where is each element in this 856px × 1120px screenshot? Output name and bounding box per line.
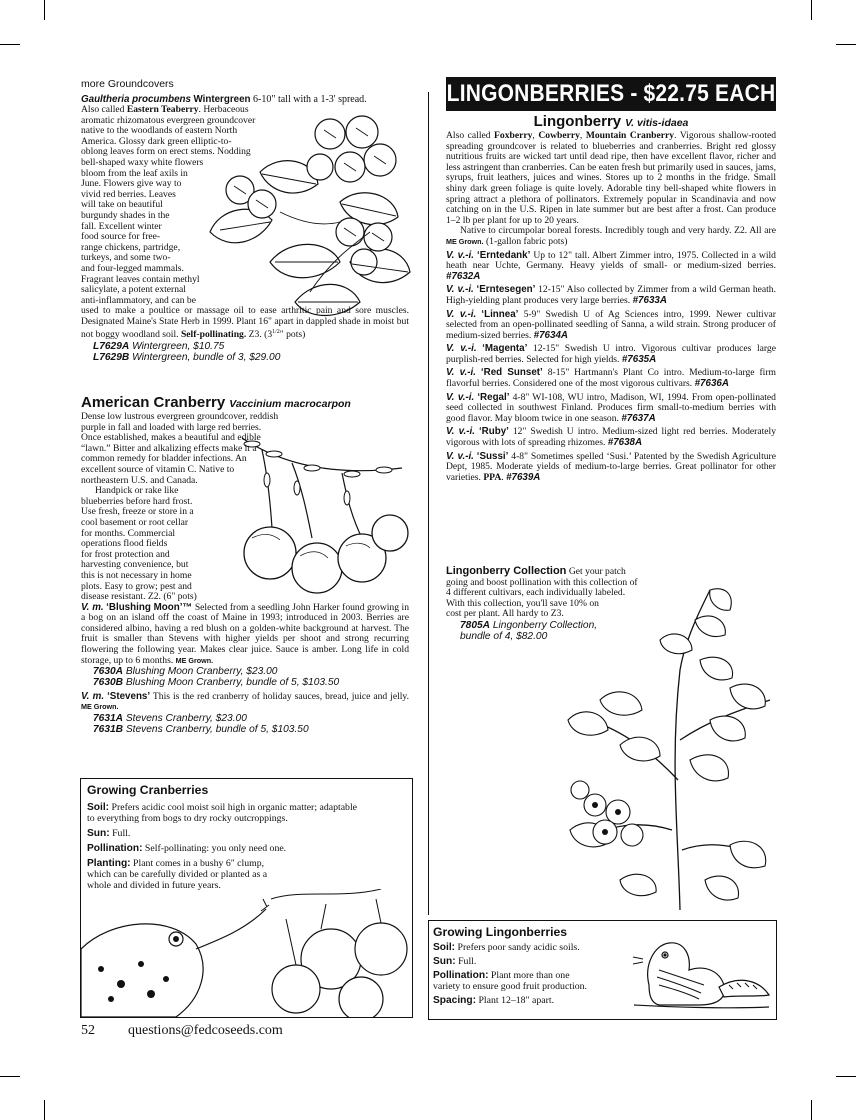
wintergreen-desc-line: anti-inflammatory, and can be <box>81 294 196 306</box>
cranberry-entry <box>81 395 411 735</box>
cranberry-desc-line: operations flood fields <box>81 538 168 550</box>
cranberry-desc-line: northeastern U.S. and Canada. <box>81 474 198 486</box>
aka: Mountain Cranberry <box>585 130 675 141</box>
wintergreen-desc-line: food source for free- <box>81 231 161 243</box>
variety-item: V. v.-i. ‘Sussi’ 4-8" Sometimes spelled ‘Susi.’ Patented by the Swedish Agriculture Dept, 1985. Moderate yields of medium-to-large berries. Great pollinator for other varieties. PPA. #7639A <box>446 450 777 483</box>
variety-name: ‘Regal’ <box>477 391 510 403</box>
cranberry-desc-line: plots. Easy to grow; pest and <box>81 580 192 592</box>
aka: Cowberry <box>538 130 580 141</box>
ppa-label: PPA <box>483 471 502 483</box>
wintergreen-desc-line: . Herbaceous <box>198 104 249 115</box>
variety-item <box>446 310 776 342</box>
variety-item <box>446 368 776 389</box>
variety-code: V. v.-i. <box>446 391 475 403</box>
box-key: Sun: <box>433 956 456 967</box>
variety-desc: This is the red cranberry of holiday sauces, bread, juice and jelly. <box>152 690 410 702</box>
wintergreen-aka: Eastern Teaberry <box>126 104 199 115</box>
section-label: more Groundcovers <box>81 78 174 90</box>
crop-mark <box>836 1076 856 1077</box>
variety-code: V. m. <box>81 690 105 702</box>
wintergreen-tail: used to make a poultice or massage oil to ease arthritic pain and sore muscles. Designated Maine's State Herb in 1999. Plant 16" apart in dappled shade in moist but not boggy woodland soil. <box>81 305 409 341</box>
box-value: whole and divided in future years. <box>87 880 221 891</box>
intro2-text: Native to circumpolar boreal forests. Incredibly tough and very hardy. Z2. All are <box>460 225 776 237</box>
variety-desc: 12-15" Also collected by Zimmer from a wild German heath. High-yielding plant produces very large berries. <box>446 284 776 306</box>
box-key: Soil: <box>87 802 110 813</box>
wintergreen-desc-line: native to the woodlands of eastern North <box>81 125 238 137</box>
variety-item <box>446 344 776 365</box>
crop-mark <box>44 1100 45 1120</box>
box-key: Soil: <box>433 942 456 953</box>
wintergreen-desc-line: America. Glossy dark green elliptic-to- <box>81 135 232 147</box>
variety-code: V. v.-i. <box>446 284 474 296</box>
sku-code: 7805A <box>460 619 491 631</box>
sku-desc: bundle of 4, $82.00 <box>460 631 548 643</box>
sku-desc: Lingonberry Collection, <box>492 619 598 631</box>
variety-name: ‘Red Sunset’ <box>480 367 543 379</box>
crop-mark <box>0 1076 20 1077</box>
page-number: 52 <box>81 1023 95 1038</box>
sku-code: 7630B <box>93 677 124 689</box>
cranberry-desc-line: disease resistant. Z2. (6" pots) <box>81 591 197 603</box>
sku-desc: Wintergreen, $10.75 <box>132 341 225 353</box>
intro2-end: (1-gallon fabric pots) <box>485 235 568 247</box>
box-title: Growing Lingonberries <box>433 925 568 939</box>
wintergreen-entry <box>81 94 411 364</box>
collection-line: Get your patch <box>568 566 626 577</box>
box-value: Prefers acidic cool moist soil high in organic matter; adaptable <box>111 802 358 813</box>
cranberry-latin: Vaccinium macrocarpon <box>229 398 351 410</box>
box-key: Planting: <box>87 858 131 869</box>
box-value: Full. <box>458 956 477 967</box>
variety-sku: #7632A <box>446 270 481 282</box>
variety-code: V. v.-i. <box>446 308 477 320</box>
variety-name: ‘Sussi’ <box>476 450 509 462</box>
variety-code: V. v.-i. <box>446 367 476 379</box>
growing-cranberries-box <box>80 778 413 1018</box>
collection-line: 4 different cultivars, each individually labeled. <box>446 587 626 599</box>
sku-desc: Wintergreen, bundle of 3, $29.00 <box>132 352 281 364</box>
wintergreen-desc-line: salicylate, a potent external <box>81 284 186 296</box>
wintergreen-desc-line: Fragrant leaves contain methyl <box>81 273 200 285</box>
cranberry-desc-line: Once established, makes a beautiful and edible <box>81 432 261 444</box>
collection-entry <box>446 566 686 642</box>
variety-code: V. v.-i. <box>446 450 474 462</box>
variety-name: ‘Stevens’ <box>107 690 151 702</box>
box-value: Prefers poor sandy acidic soils. <box>457 942 580 953</box>
me-grown-badge: ME Grown. <box>446 236 484 246</box>
variety-list <box>446 251 776 484</box>
frog-cranberry-illustration <box>81 889 412 1017</box>
wintergreen-desc-line: aromatic rhizomatous evergreen groundcover <box>81 114 256 126</box>
box-value: Plant comes in a bushy 6" clump, <box>133 858 265 869</box>
aka: Foxberry <box>494 130 533 141</box>
me-grown-badge: ME Grown. <box>175 655 214 665</box>
sku-code: L7629B <box>93 352 130 364</box>
wintergreen-desc-line: turkeys, and some two- <box>81 252 171 264</box>
price-banner-text: LINGONBERRIES - $22.75 EACH <box>446 80 776 107</box>
variety-name: ‘Blushing Moon’™ <box>106 601 193 613</box>
variety-sku: #7635A <box>621 353 657 365</box>
cranberry-desc-line: for frost protection and <box>81 548 170 560</box>
variety-desc: 4-8" WI-108, WU intro, Madison, WI, 1994. From open-pollinated seed collected in southwest Finland. Produces firm small-to-medium berries with good flavor. May bloom twice in one season. <box>446 391 776 424</box>
crop-mark <box>44 0 45 20</box>
variety-desc: 8-15" Hartmann's Plant Co intro. Medium-to-large firm flavorful berries. Considered one of the most vigorous cultivars. <box>446 367 776 390</box>
footer-email[interactable]: questions@fedcoseeds.com <box>128 1023 283 1038</box>
wintergreen-desc-line: burgundy shades in the <box>81 209 170 221</box>
wintergreen-desc-line: June. Flowers give way to <box>81 178 182 190</box>
box-value: to everything from bogs to dry rocky outcroppings. <box>87 813 288 824</box>
wintergreen-zone-end: " pots) <box>279 329 306 341</box>
wintergreen-desc-line: will take on beautiful <box>81 199 163 211</box>
variety-code: V. v.-i. <box>446 426 475 438</box>
wintergreen-desc-line: fall. Excellent winter <box>81 220 162 232</box>
crop-mark <box>836 44 856 45</box>
me-grown-badge: ME Grown. <box>81 702 119 712</box>
cranberry-desc-line: for months. Commercial <box>81 527 176 539</box>
sku-code: 7631B <box>93 724 124 736</box>
lingonberry-latin: V. vitis-idaea <box>625 117 689 129</box>
crop-mark <box>0 44 20 45</box>
collection-line: going and boost pollination with this collection of <box>446 576 638 588</box>
collection-title: Lingonberry Collection <box>446 565 567 577</box>
variety-name: ‘Magenta’ <box>482 343 528 355</box>
box-key: Spacing: <box>433 995 477 1006</box>
box-value: Plant 12–18" apart. <box>478 995 555 1006</box>
wintergreen-desc-line: vivid red berries. Leaves <box>81 188 176 200</box>
variety-desc: Selected from a seedling John Harker found growing in a bog on an island off the coast of Maine in 1993; introduced in 2003. Berries are considered albino, having a red blush on a golden-white background at harvest. The fruit is smaller than Stevens with higher yields per shoot and strong recurring flowering the following year. Makes clear juice. Sauce is amber. Long life in cold storage, up to 6 months. <box>81 601 409 666</box>
cranberry-desc-line: blueberries before hard frost. <box>81 495 193 507</box>
cranberry-desc-line: Handpick or rake like <box>95 485 179 497</box>
wintergreen-zone-frac: 1/2 <box>272 329 280 336</box>
cranberry-desc-line: purple in fall and loaded with large red berries. <box>81 421 262 433</box>
variety-desc: 12" Swedish U intro. Medium-sized light red berries. Moderately vigorous with lots of spreading rhizomes. <box>446 426 776 449</box>
box-key: Pollination: <box>87 843 143 854</box>
variety-sku: #7638A <box>607 437 643 449</box>
box-title: Growing Cranberries <box>87 783 209 797</box>
wintergreen-desc-line: and four-legged mammals. <box>81 262 184 274</box>
wintergreen-desc-line: oblong leaves form on erect stems. Nodding <box>81 146 251 158</box>
wintergreen-selfpoll: Self-pollinating. <box>180 329 247 341</box>
variety-sku: #7633A <box>632 294 667 306</box>
cranberry-desc-line: Dense low lustrous evergreen groundcover, reddish <box>81 411 279 422</box>
cranberry-desc-line: harvesting convenience, but <box>81 559 189 571</box>
variety-desc: 4-8" Sometimes spelled ‘Susi.’ Patented by the Swedish Agriculture Dept, 1985. Moderate yields of medium-to-large berries. Great pollinator for other varieties. <box>446 450 777 483</box>
wintergreen-lead: 6-10" tall with a 1-3' spread. <box>253 94 367 105</box>
variety-name: ‘Erntesegen’ <box>476 284 536 296</box>
variety-desc: Up to 12" tall. Albert Zimmer intro, 1975. Collected in a wild heath near Uchte, Germany. Heavy yields of small- or medium-sized berries. <box>446 249 776 272</box>
box-value: variety to ensure good fruit production. <box>433 981 587 992</box>
collection-line: With this collection, you'll save 10% on <box>446 597 599 609</box>
sku-code: L7629A <box>93 341 130 353</box>
variety-code: V. v.-i. <box>446 249 474 261</box>
cranberry-desc-line: this is not necessary in home <box>81 569 192 581</box>
crop-mark <box>811 0 812 20</box>
wintergreen-aka-pre: Also called <box>81 104 127 115</box>
box-key: Sun: <box>87 828 110 839</box>
column-divider <box>428 92 429 915</box>
growing-lingonberries-box <box>428 920 777 1020</box>
cranberry-desc-line: excellent source of vitamin C. Native to <box>81 463 235 475</box>
variety-name: ‘Erntedank’ <box>476 249 531 261</box>
variety-desc: 5-9" Swedish U of Ag Sciences intro, 1999. Newer cultivar selected from an open-pollinated seedling of Sanna, a wild strain. Strong producer of medium-sized berries. <box>446 308 776 341</box>
variety-sku: #7634A <box>533 329 568 341</box>
cranberry-title: American Cranberry <box>81 394 226 411</box>
crop-mark <box>811 1100 812 1120</box>
wintergreen-desc-line: range chickens, partridge, <box>81 241 181 253</box>
variety-sku: #7636A <box>694 378 729 390</box>
cranberry-desc-line: “lawn.” Bitter and alkalizing effects make it a <box>81 442 257 454</box>
wintergreen-common: Wintergreen <box>193 94 251 105</box>
box-value: Plant more than one <box>490 970 570 981</box>
sku-desc: Blushing Moon Cranberry, bundle of 5, $103.50 <box>125 677 340 689</box>
cranberry-desc-line: cool basement or root cellar <box>81 516 189 528</box>
variety-code: V. m. <box>81 601 104 613</box>
variety-item <box>446 427 776 448</box>
variety-item <box>446 251 776 283</box>
box-value: Self-pollinating: you only need one. <box>144 843 287 854</box>
sku-desc: Stevens Cranberry, $23.00 <box>125 712 247 724</box>
intro-pre: Also called <box>446 130 495 141</box>
variety-item <box>446 393 776 425</box>
box-value: Full. <box>112 828 131 839</box>
wintergreen-desc-line: bloom from the leaf axils in <box>81 167 188 179</box>
sku-desc: Stevens Cranberry, bundle of 5, $103.50 <box>125 724 309 736</box>
variety-sku: #7639A <box>506 471 541 483</box>
box-value: which can be carefully divided or planted as a <box>87 869 268 880</box>
variety-sku: #7637A <box>621 412 656 424</box>
box-key: Pollination: <box>433 970 489 981</box>
lingonberry-entry: Lingonberry V. vitis-idaea Also called Foxberry, Cowberry, Mountain Cranberry. Vigorous shallow-rooted spreading groundcover is related to blueberries and cranberries. Bright red glossy nutritious fruits are wicked tart until dead ripe, then have excellent flavor, richer and less astringent than cranberries. Can be eaten fresh but primarily used in sauces, jams, syrups, fruit leathers, juices and wines. Stores up to 2 months in the fridge. Small shiny dark green foliage is quite lovely. Adorable tiny bell-shaped white flowers in spring attract a plethora of pollinators. Extremely popular in Scandinavia and now catching on in the U.S. Ripen in late summer but are best after a frost. Can produce 1–2 lb per plant for up to 20 years. Native to circumpolar boreal forests. Incredibly tough and very hardy. Z2. All are ME Grown. (1-gallon fabric pots) V. v.-i. ‘Erntedank’ Up to 12" tall. Albert Zimmer intro, 1975. Collected in a wild heath near Uchte, Germany. Heavy yields of small- or medium-sized berries. #7632A V. v.-i. ‘Erntesegen’ 12-15" Also collected by Zimmer from a wild German heath. High-yielding plant produces very large berries. #7633A V. v.-i. ‘Linnea’ 5-9" Swedish U of Ag Sciences intro, 1999. Newer cultivar selected from an open-pollinated seedling of Sanna, a wild strain. Strong producer of medium-sized berries. #7634A V. v.-i. ‘Magenta’ 12-15" Swedish U intro. Vigorous cultivar produces large purplish-red berries. Selected for high yields. #7635A V. v.-i. ‘Red Sunset’ 8-15" Hartmann's Plant Co intro. Medium-to-large firm flavorful berries. Considered one of the most vigorous cultivars. #7636A V. v.-i. ‘Regal’ 4-8" WI-108, WU intro, Madison, WI, 1994. From open-pollinated seed collected in southwest Finland. Produces firm small-to-medium berries with good flavor. May bloom twice in one season. #7637A V. v.-i. ‘Ruby’ 12" Swedish U intro. Medium-sized light red berries. Moderately vigorous with lots of spreading rhizomes. #7638A V. v.-i. ‘Sussi’ 4-8" Sometimes spelled ‘Susi.’ Patented by the Swedish Agriculture Dept, 1985. Moderate yields of medium-to-large berries. Great pollinator for other varieties. PPA. #7639A <box>446 113 777 483</box>
wintergreen-zone: Z3. (3 <box>248 329 273 341</box>
variety-code: V. v.-i. <box>446 343 477 355</box>
wintergreen-desc-line: bell-shaped waxy white flowers <box>81 156 204 168</box>
intro-text: . Vigorous shallow-rooted spreading groundcover is related to blueberries and cranberries. Bright red glossy nutritious fruits are wicked tart until dead ripe, then have excellent flavor, richer and less astringent than cranberries. Can be eaten fresh but primarily used in sauces, jams, syrups, fruit leathers, juices and wines. Stores up to 2 months in the fridge. Small shiny dark green foliage is quite lovely. Adorable tiny bell-shaped white flowers in spring attract a plethora of pollinators. Extremely popular in Scandinavia and now catching on in the U.S. Ripen in late summer but are best after a frost. Can produce 1–2 lb per plant for up to 20 years. <box>446 130 777 226</box>
sku-code: 7630A <box>93 666 124 678</box>
price-banner <box>446 77 776 111</box>
sku-desc: Blushing Moon Cranberry, $23.00 <box>125 666 278 678</box>
variety-name: ‘Ruby’ <box>478 426 509 438</box>
cranberry-desc-line: Use fresh, freeze or store in a <box>81 506 194 518</box>
variety-item <box>446 285 776 306</box>
variety-name: ‘Linnea’ <box>481 308 519 320</box>
lingonberry-title: Lingonberry <box>533 113 622 130</box>
chipmunk-illustration <box>629 925 774 1015</box>
collection-line: cost per plant. All hardy to Z3. <box>446 608 564 620</box>
variety-desc: 12-15" Swedish U intro. Vigorous cultivar produces large purplish-red berries. Selected for high yields. <box>446 343 776 365</box>
wintergreen-latin: Gaultheria procumbens <box>81 94 191 105</box>
sku-code: 7631A <box>93 712 124 724</box>
cranberry-desc-line: common remedy for bladder infections. An <box>81 453 247 465</box>
